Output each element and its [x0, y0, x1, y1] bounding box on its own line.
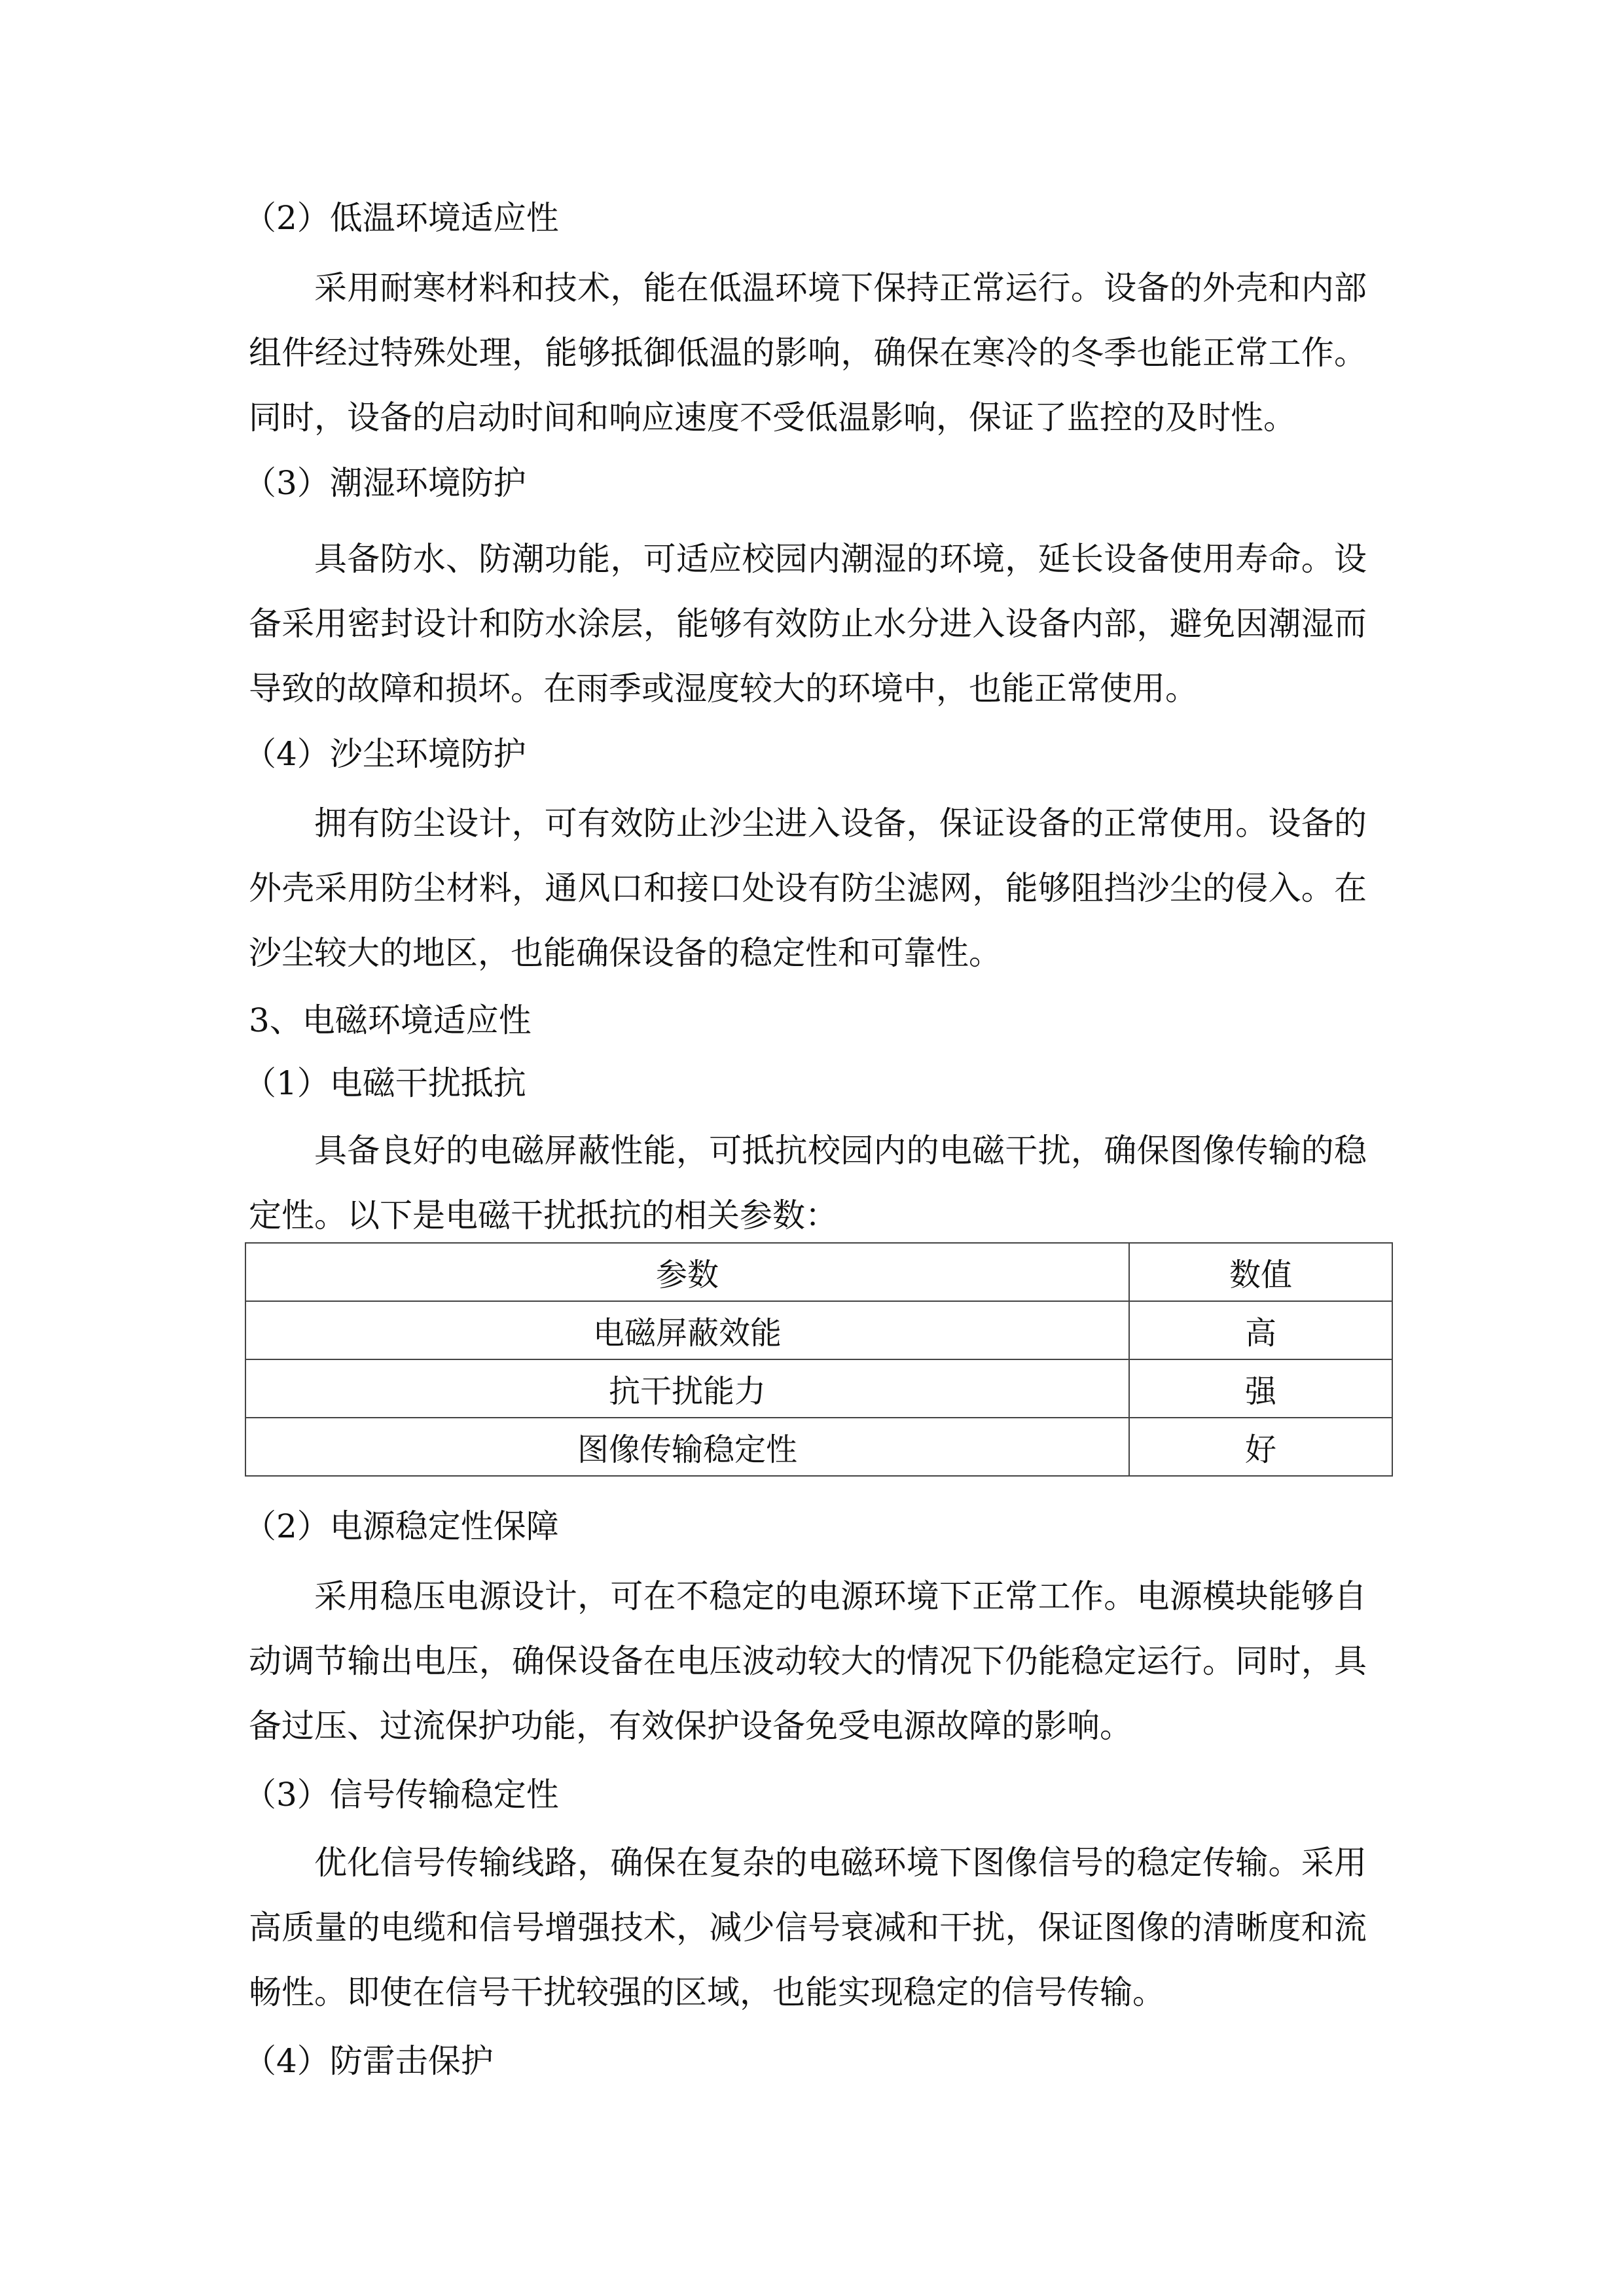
- paragraph: 采用耐寒材料和技术，能在低温环境下保持正常运行。设备的外壳和内部组件经过特殊处理，能够抵御低温的影响，确保在寒冷的冬季也能正常工作。同时，设备的启动时间和响应速度不受低温影响，保证了监控的及时性。: [249, 269, 1367, 437]
- section-heading: （4）沙尘环境防护: [244, 735, 526, 773]
- paragraph: 具备良好的电磁屏蔽性能，可抵抗校园内的电磁干扰，确保图像传输的稳定性。以下是电磁干扰抵抗的相关参数：: [249, 1132, 1367, 1234]
- table-header-cell: 数值: [1129, 1243, 1392, 1301]
- table-cell: 好: [1129, 1418, 1392, 1476]
- paragraph: 采用稳压电源设计，可在不稳定的电源环境下正常工作。电源模块能够自动调节输出电压，确保设备在电压波动较大的情况下仍能稳定运行。同时，具备过压、过流保护功能，有效保护设备免受电源故障的影响。: [249, 1577, 1367, 1745]
- table-row: [245, 1418, 1392, 1476]
- section-heading: （3）信号传输稳定性: [244, 1776, 559, 1814]
- parameter-table: [245, 1242, 1393, 1477]
- section-heading: （4）防雷击保护: [244, 2042, 494, 2080]
- table-header-cell: 参数: [245, 1243, 1129, 1301]
- section-heading: （3）潮湿环境防护: [244, 464, 526, 502]
- section-heading: （1）电磁干扰抵抗: [244, 1064, 526, 1102]
- table-cell: 电磁屏蔽效能: [245, 1301, 1129, 1359]
- section-heading: （2）电源稳定性保障: [244, 1507, 559, 1545]
- table-header-row: [245, 1243, 1392, 1301]
- table-cell: 强: [1129, 1359, 1392, 1418]
- table-row: [245, 1301, 1392, 1359]
- paragraph: 拥有防尘设计，可有效防止沙尘进入设备，保证设备的正常使用。设备的外壳采用防尘材料，通风口和接口处设有防尘滤网，能够阻挡沙尘的侵入。在沙尘较大的地区，也能确保设备的稳定性和可靠性。: [249, 804, 1367, 972]
- table-cell: 图像传输稳定性: [245, 1418, 1129, 1476]
- table-cell: 抗干扰能力: [245, 1359, 1129, 1418]
- table-row: [245, 1359, 1392, 1418]
- section-heading: 3、电磁环境适应性: [249, 1001, 532, 1039]
- section-heading: （2）低温环境适应性: [244, 199, 559, 237]
- paragraph: 优化信号传输线路，确保在复杂的电磁环境下图像信号的稳定传输。采用高质量的电缆和信号增强技术，减少信号衰减和干扰，保证图像的清晰度和流畅性。即使在信号干扰较强的区域，也能实现稳定的信号传输。: [249, 1844, 1367, 2011]
- table-cell: 高: [1129, 1301, 1392, 1359]
- paragraph: 具备防水、防潮功能，可适应校园内潮湿的环境，延长设备使用寿命。设备采用密封设计和防水涂层，能够有效防止水分进入设备内部，避免因潮湿而导致的故障和损坏。在雨季或湿度较大的环境中，也能正常使用。: [249, 540, 1367, 708]
